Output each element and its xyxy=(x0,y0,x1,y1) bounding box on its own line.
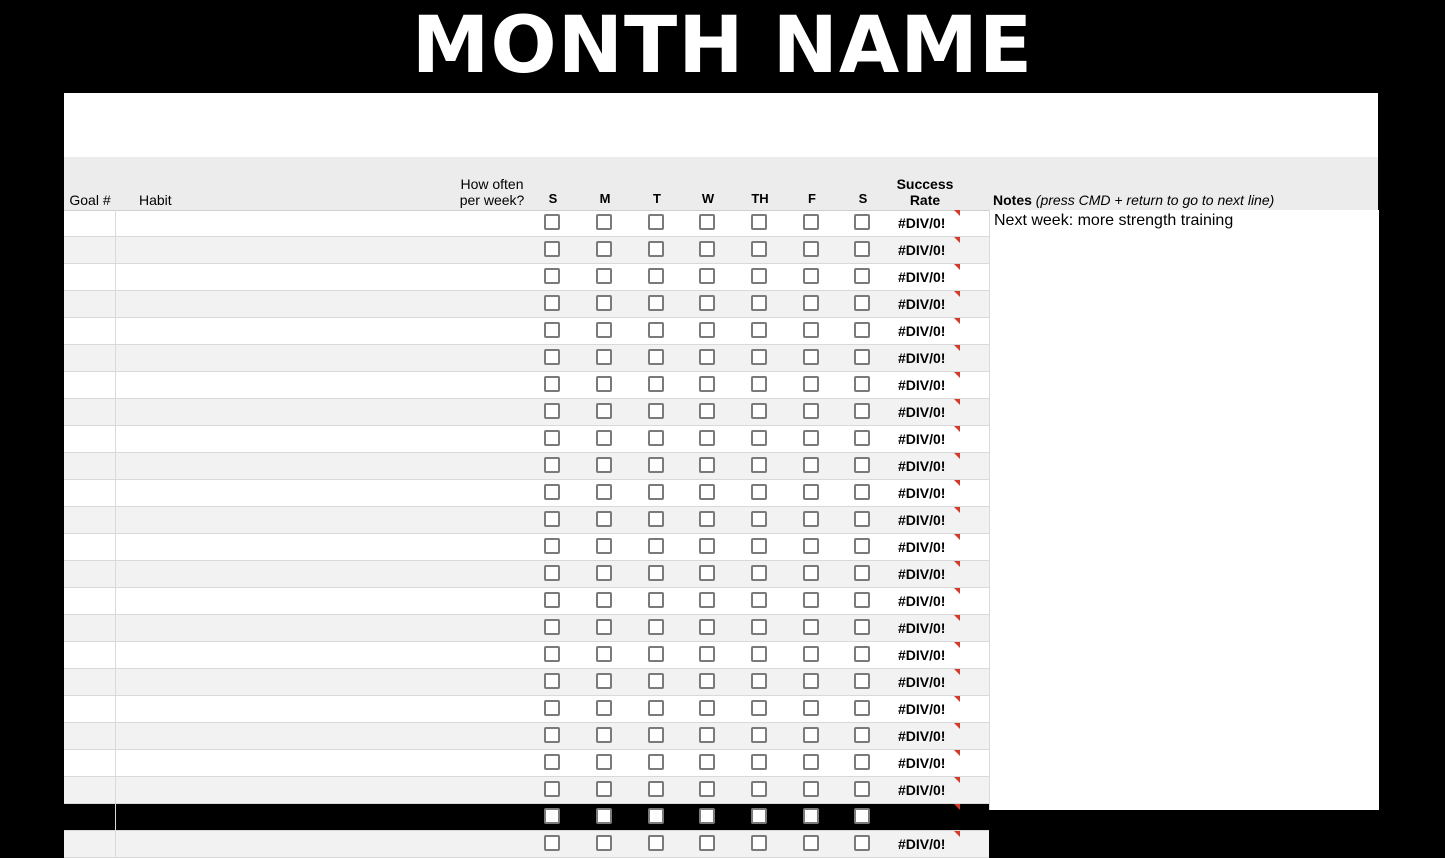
checkbox-tuesday[interactable] xyxy=(648,295,664,311)
checkbox-tuesday[interactable] xyxy=(648,592,664,608)
checkbox-monday[interactable] xyxy=(596,538,612,554)
checkbox-thursday[interactable] xyxy=(751,565,767,581)
checkbox-tuesday[interactable] xyxy=(648,673,664,689)
checkbox-wednesday[interactable] xyxy=(699,511,715,527)
checkbox-tuesday[interactable] xyxy=(648,376,664,392)
checkbox-saturday[interactable] xyxy=(854,700,870,716)
comment-marker-icon[interactable] xyxy=(954,750,960,756)
checkbox-friday[interactable] xyxy=(803,538,819,554)
success-rate-value: #DIV/0! xyxy=(898,566,946,582)
success-rate-value: #DIV/0! xyxy=(898,377,946,393)
checkbox-friday[interactable] xyxy=(803,322,819,338)
table-row xyxy=(64,264,989,291)
goal-number-cell[interactable] xyxy=(64,534,116,560)
goal-number-cell[interactable] xyxy=(64,804,116,830)
table-row xyxy=(64,777,989,804)
goal-number-cell[interactable] xyxy=(64,588,116,614)
note-text[interactable]: Next week: more strength training xyxy=(994,212,1234,229)
checkbox-wednesday[interactable] xyxy=(699,592,715,608)
checkbox-tuesday[interactable] xyxy=(648,538,664,554)
checkbox-thursday[interactable] xyxy=(751,538,767,554)
success-rate-value: #DIV/0! xyxy=(898,404,946,420)
checkbox-tuesday[interactable] xyxy=(648,322,664,338)
checkbox-sunday[interactable] xyxy=(544,376,560,392)
comment-marker-icon[interactable] xyxy=(954,507,960,513)
checkbox-thursday[interactable] xyxy=(751,592,767,608)
goal-number-cell[interactable] xyxy=(64,426,116,452)
checkbox-wednesday[interactable] xyxy=(699,268,715,284)
checkbox-thursday[interactable] xyxy=(751,322,767,338)
checkbox-thursday[interactable] xyxy=(751,403,767,419)
checkbox-wednesday[interactable] xyxy=(699,241,715,257)
checkbox-sunday[interactable] xyxy=(544,349,560,365)
checkbox-sunday[interactable] xyxy=(544,592,560,608)
checkbox-monday[interactable] xyxy=(596,214,612,230)
checkbox-tuesday[interactable] xyxy=(648,403,664,419)
checkbox-thursday[interactable] xyxy=(751,511,767,527)
success-rate-value: #DIV/0! xyxy=(898,215,946,231)
checkbox-wednesday[interactable] xyxy=(699,349,715,365)
success-rate-value: #DIV/0! xyxy=(898,539,946,555)
checkbox-thursday[interactable] xyxy=(751,457,767,473)
checkbox-tuesday[interactable] xyxy=(648,646,664,662)
goal-number-cell[interactable] xyxy=(64,399,116,425)
comment-marker-icon[interactable] xyxy=(954,723,960,729)
checkbox-thursday[interactable] xyxy=(751,376,767,392)
checkbox-sunday[interactable] xyxy=(544,484,560,500)
checkbox-sunday[interactable] xyxy=(544,700,560,716)
checkbox-thursday[interactable] xyxy=(751,700,767,716)
checkbox-wednesday[interactable] xyxy=(699,646,715,662)
checkbox-tuesday[interactable] xyxy=(648,781,664,797)
success-rate-value: #DIV/0! xyxy=(898,350,946,366)
success-rate-value: #DIV/0! xyxy=(898,512,946,528)
checkbox-friday[interactable] xyxy=(803,214,819,230)
comment-marker-icon[interactable] xyxy=(954,588,960,594)
checkbox-monday[interactable] xyxy=(596,322,612,338)
checkbox-wednesday[interactable] xyxy=(699,484,715,500)
checkbox-thursday[interactable] xyxy=(751,727,767,743)
checkbox-tuesday[interactable] xyxy=(648,808,664,824)
checkbox-sunday[interactable] xyxy=(544,565,560,581)
checkbox-saturday[interactable] xyxy=(854,781,870,797)
checkbox-saturday[interactable] xyxy=(854,295,870,311)
checkbox-monday[interactable] xyxy=(596,403,612,419)
checkbox-sunday[interactable] xyxy=(544,295,560,311)
header-day-sunday: S xyxy=(548,191,558,206)
table-row xyxy=(64,426,989,453)
comment-marker-icon[interactable] xyxy=(954,237,960,243)
checkbox-wednesday[interactable] xyxy=(699,565,715,581)
checkbox-monday[interactable] xyxy=(596,349,612,365)
checkbox-thursday[interactable] xyxy=(751,295,767,311)
checkbox-sunday[interactable] xyxy=(544,268,560,284)
checkbox-monday[interactable] xyxy=(596,268,612,284)
checkbox-sunday[interactable] xyxy=(544,619,560,635)
success-rate-value: #DIV/0! xyxy=(898,647,946,663)
checkbox-saturday[interactable] xyxy=(854,565,870,581)
success-rate-value: #DIV/0! xyxy=(898,485,946,501)
comment-marker-icon[interactable] xyxy=(954,399,960,405)
checkbox-friday[interactable] xyxy=(803,835,819,851)
checkbox-saturday[interactable] xyxy=(854,268,870,284)
checkbox-friday[interactable] xyxy=(803,646,819,662)
checkbox-sunday[interactable] xyxy=(544,727,560,743)
checkbox-tuesday[interactable] xyxy=(648,619,664,635)
checkbox-saturday[interactable] xyxy=(854,646,870,662)
goal-number-cell[interactable] xyxy=(64,750,116,776)
checkbox-saturday[interactable] xyxy=(854,214,870,230)
header-habit: Habit xyxy=(139,192,172,208)
checkbox-monday[interactable] xyxy=(596,808,612,824)
checkbox-friday[interactable] xyxy=(803,457,819,473)
comment-marker-icon[interactable] xyxy=(954,642,960,648)
checkbox-sunday[interactable] xyxy=(544,538,560,554)
checkbox-tuesday[interactable] xyxy=(648,268,664,284)
checkbox-thursday[interactable] xyxy=(751,349,767,365)
checkbox-saturday[interactable] xyxy=(854,403,870,419)
header-day-friday: F xyxy=(808,191,816,206)
checkbox-sunday[interactable] xyxy=(544,511,560,527)
checkbox-saturday[interactable] xyxy=(854,241,870,257)
header-notes xyxy=(993,192,1274,208)
header-day-saturday: S xyxy=(858,191,868,206)
month-title: MONTH NAME xyxy=(411,1,1034,91)
checkbox-sunday[interactable] xyxy=(544,835,560,851)
checkbox-wednesday[interactable] xyxy=(699,781,715,797)
table-row xyxy=(64,723,989,750)
comment-marker-icon[interactable] xyxy=(954,777,960,783)
comment-marker-icon[interactable] xyxy=(954,210,960,216)
checkbox-friday[interactable] xyxy=(803,295,819,311)
header-day-wednesday: W xyxy=(701,191,715,206)
table-row xyxy=(64,534,989,561)
checkbox-thursday[interactable] xyxy=(751,646,767,662)
checkbox-sunday[interactable] xyxy=(544,781,560,797)
checkbox-tuesday[interactable] xyxy=(648,484,664,500)
checkbox-tuesday[interactable] xyxy=(648,565,664,581)
header-how-often: How often per week? xyxy=(459,176,525,208)
success-rate-value: #DIV/0! xyxy=(898,323,946,339)
header-notes-hint: (press CMD + return to go to next line) xyxy=(1035,192,1275,208)
table-row xyxy=(64,507,989,534)
checkbox-tuesday[interactable] xyxy=(648,835,664,851)
success-rate-value: #DIV/0! xyxy=(898,809,946,825)
table-row xyxy=(64,804,989,831)
checkbox-thursday[interactable] xyxy=(751,241,767,257)
goal-number-cell[interactable] xyxy=(64,669,116,695)
success-rate-value: #DIV/0! xyxy=(898,701,946,717)
goal-number-cell[interactable] xyxy=(64,210,116,236)
checkbox-monday[interactable] xyxy=(596,700,612,716)
table-row xyxy=(64,237,989,264)
checkbox-monday[interactable] xyxy=(596,781,612,797)
checkbox-wednesday[interactable] xyxy=(699,835,715,851)
checkbox-thursday[interactable] xyxy=(751,214,767,230)
checkbox-saturday[interactable] xyxy=(854,592,870,608)
goal-number-cell[interactable] xyxy=(64,507,116,533)
checkbox-sunday[interactable] xyxy=(544,457,560,473)
checkbox-monday[interactable] xyxy=(596,754,612,770)
checkbox-friday[interactable] xyxy=(803,808,819,824)
checkbox-monday[interactable] xyxy=(596,241,612,257)
goal-number-cell[interactable] xyxy=(64,237,116,263)
table-row xyxy=(64,615,989,642)
comment-marker-icon[interactable] xyxy=(954,345,960,351)
table-header xyxy=(64,157,1378,211)
success-rate-value: #DIV/0! xyxy=(898,755,946,771)
success-rate-value: #DIV/0! xyxy=(898,620,946,636)
checkbox-saturday[interactable] xyxy=(854,430,870,446)
table-row xyxy=(64,561,989,588)
comment-marker-icon[interactable] xyxy=(954,291,960,297)
checkbox-wednesday[interactable] xyxy=(699,214,715,230)
checkbox-friday[interactable] xyxy=(803,241,819,257)
checkbox-thursday[interactable] xyxy=(751,673,767,689)
success-rate-value: #DIV/0! xyxy=(898,458,946,474)
checkbox-wednesday[interactable] xyxy=(699,430,715,446)
checkbox-saturday[interactable] xyxy=(854,808,870,824)
checkbox-saturday[interactable] xyxy=(854,727,870,743)
checkbox-sunday[interactable] xyxy=(544,430,560,446)
comment-marker-icon[interactable] xyxy=(954,453,960,459)
goal-number-cell[interactable] xyxy=(64,345,116,371)
checkbox-monday[interactable] xyxy=(596,619,612,635)
header-day-tuesday: T xyxy=(653,191,661,206)
checkbox-monday[interactable] xyxy=(596,457,612,473)
goal-number-cell[interactable] xyxy=(64,264,116,290)
checkbox-wednesday[interactable] xyxy=(699,457,715,473)
checkbox-friday[interactable] xyxy=(803,511,819,527)
comment-marker-icon[interactable] xyxy=(954,534,960,540)
header-goal-number: Goal # xyxy=(69,192,111,208)
checkbox-monday[interactable] xyxy=(596,835,612,851)
checkbox-tuesday[interactable] xyxy=(648,430,664,446)
table-row xyxy=(64,642,989,669)
checkbox-wednesday[interactable] xyxy=(699,538,715,554)
comment-marker-icon[interactable] xyxy=(954,696,960,702)
comment-marker-icon[interactable] xyxy=(954,480,960,486)
checkbox-wednesday[interactable] xyxy=(699,322,715,338)
goal-number-cell[interactable] xyxy=(64,453,116,479)
table-row xyxy=(64,399,989,426)
header-day-monday: M xyxy=(599,191,611,206)
checkbox-monday[interactable] xyxy=(596,646,612,662)
checkbox-tuesday[interactable] xyxy=(648,457,664,473)
checkbox-friday[interactable] xyxy=(803,268,819,284)
goal-number-cell[interactable] xyxy=(64,615,116,641)
checkbox-saturday[interactable] xyxy=(854,754,870,770)
comment-marker-icon[interactable] xyxy=(954,669,960,675)
success-rate-value: #DIV/0! xyxy=(898,269,946,285)
success-rate-value: #DIV/0! xyxy=(898,296,946,312)
checkbox-sunday[interactable] xyxy=(544,241,560,257)
table-row xyxy=(64,291,989,318)
checkbox-saturday[interactable] xyxy=(854,457,870,473)
checkbox-thursday[interactable] xyxy=(751,754,767,770)
table-row xyxy=(64,210,989,237)
checkbox-monday[interactable] xyxy=(596,484,612,500)
checkbox-wednesday[interactable] xyxy=(699,727,715,743)
checkbox-thursday[interactable] xyxy=(751,808,767,824)
checkbox-saturday[interactable] xyxy=(854,349,870,365)
notes-cell[interactable] xyxy=(989,210,1379,810)
checkbox-friday[interactable] xyxy=(803,781,819,797)
checkbox-monday[interactable] xyxy=(596,430,612,446)
table-row xyxy=(64,696,989,723)
checkbox-saturday[interactable] xyxy=(854,322,870,338)
success-rate-value: #DIV/0! xyxy=(898,593,946,609)
checkbox-friday[interactable] xyxy=(803,727,819,743)
table-row xyxy=(64,750,989,777)
checkbox-wednesday[interactable] xyxy=(699,376,715,392)
goal-number-cell[interactable] xyxy=(64,480,116,506)
success-rate-value: #DIV/0! xyxy=(898,782,946,798)
checkbox-saturday[interactable] xyxy=(854,484,870,500)
goal-number-cell[interactable] xyxy=(64,318,116,344)
checkbox-wednesday[interactable] xyxy=(699,403,715,419)
success-rate-value: #DIV/0! xyxy=(898,674,946,690)
checkbox-thursday[interactable] xyxy=(751,430,767,446)
comment-marker-icon[interactable] xyxy=(954,318,960,324)
comment-marker-icon[interactable] xyxy=(954,831,960,837)
checkbox-thursday[interactable] xyxy=(751,835,767,851)
checkbox-monday[interactable] xyxy=(596,376,612,392)
checkbox-monday[interactable] xyxy=(596,592,612,608)
comment-marker-icon[interactable] xyxy=(954,426,960,432)
header-notes-label: Notes xyxy=(993,192,1032,208)
checkbox-monday[interactable] xyxy=(596,727,612,743)
checkbox-thursday[interactable] xyxy=(751,268,767,284)
comment-marker-icon[interactable] xyxy=(954,804,960,810)
checkbox-tuesday[interactable] xyxy=(648,511,664,527)
checkbox-sunday[interactable] xyxy=(544,808,560,824)
comment-marker-icon[interactable] xyxy=(954,615,960,621)
table-row xyxy=(64,345,989,372)
checkbox-sunday[interactable] xyxy=(544,673,560,689)
checkbox-thursday[interactable] xyxy=(751,484,767,500)
checkbox-friday[interactable] xyxy=(803,484,819,500)
checkbox-wednesday[interactable] xyxy=(699,754,715,770)
checkbox-saturday[interactable] xyxy=(854,538,870,554)
comment-marker-icon[interactable] xyxy=(954,372,960,378)
checkbox-tuesday[interactable] xyxy=(648,700,664,716)
habit-tracker-sheet xyxy=(64,93,1378,852)
checkbox-monday[interactable] xyxy=(596,511,612,527)
success-rate-value: #DIV/0! xyxy=(898,242,946,258)
comment-marker-icon[interactable] xyxy=(954,264,960,270)
table-row xyxy=(64,669,989,696)
checkbox-wednesday[interactable] xyxy=(699,295,715,311)
habit-rows xyxy=(64,210,989,858)
checkbox-monday[interactable] xyxy=(596,295,612,311)
checkbox-sunday[interactable] xyxy=(544,322,560,338)
checkbox-saturday[interactable] xyxy=(854,835,870,851)
success-rate-value: #DIV/0! xyxy=(898,728,946,744)
checkbox-tuesday[interactable] xyxy=(648,349,664,365)
header-success-rate: Success Rate xyxy=(896,176,954,208)
goal-number-cell[interactable] xyxy=(64,561,116,587)
checkbox-saturday[interactable] xyxy=(854,376,870,392)
goal-number-cell[interactable] xyxy=(64,777,116,803)
checkbox-wednesday[interactable] xyxy=(699,619,715,635)
checkbox-sunday[interactable] xyxy=(544,646,560,662)
checkbox-friday[interactable] xyxy=(803,700,819,716)
success-rate-value: #DIV/0! xyxy=(898,431,946,447)
checkbox-sunday[interactable] xyxy=(544,403,560,419)
goal-number-cell[interactable] xyxy=(64,723,116,749)
checkbox-friday[interactable] xyxy=(803,349,819,365)
table-row xyxy=(64,372,989,399)
table-row xyxy=(64,480,989,507)
goal-number-cell[interactable] xyxy=(64,642,116,668)
checkbox-wednesday[interactable] xyxy=(699,673,715,689)
checkbox-friday[interactable] xyxy=(803,754,819,770)
checkbox-tuesday[interactable] xyxy=(648,214,664,230)
checkbox-friday[interactable] xyxy=(803,565,819,581)
header-day-thursday: TH xyxy=(751,191,769,206)
checkbox-wednesday[interactable] xyxy=(699,700,715,716)
checkbox-friday[interactable] xyxy=(803,403,819,419)
table-row xyxy=(64,453,989,480)
checkbox-saturday[interactable] xyxy=(854,673,870,689)
checkbox-sunday[interactable] xyxy=(544,214,560,230)
table-row xyxy=(64,318,989,345)
checkbox-tuesday[interactable] xyxy=(648,727,664,743)
checkbox-saturday[interactable] xyxy=(854,619,870,635)
table-row xyxy=(64,831,989,858)
goal-number-cell[interactable] xyxy=(64,372,116,398)
checkbox-friday[interactable] xyxy=(803,592,819,608)
checkbox-friday[interactable] xyxy=(803,430,819,446)
success-rate-value: #DIV/0! xyxy=(898,836,946,852)
checkbox-friday[interactable] xyxy=(803,376,819,392)
checkbox-tuesday[interactable] xyxy=(648,241,664,257)
comment-marker-icon[interactable] xyxy=(954,561,960,567)
goal-number-cell[interactable] xyxy=(64,291,116,317)
checkbox-tuesday[interactable] xyxy=(648,754,664,770)
table-row xyxy=(64,588,989,615)
goal-number-cell[interactable] xyxy=(64,696,116,722)
checkbox-monday[interactable] xyxy=(596,673,612,689)
checkbox-thursday[interactable] xyxy=(751,781,767,797)
goal-number-cell[interactable] xyxy=(64,831,116,857)
checkbox-thursday[interactable] xyxy=(751,619,767,635)
checkbox-sunday[interactable] xyxy=(544,754,560,770)
checkbox-wednesday[interactable] xyxy=(699,808,715,824)
checkbox-friday[interactable] xyxy=(803,673,819,689)
checkbox-friday[interactable] xyxy=(803,619,819,635)
checkbox-monday[interactable] xyxy=(596,565,612,581)
checkbox-saturday[interactable] xyxy=(854,511,870,527)
